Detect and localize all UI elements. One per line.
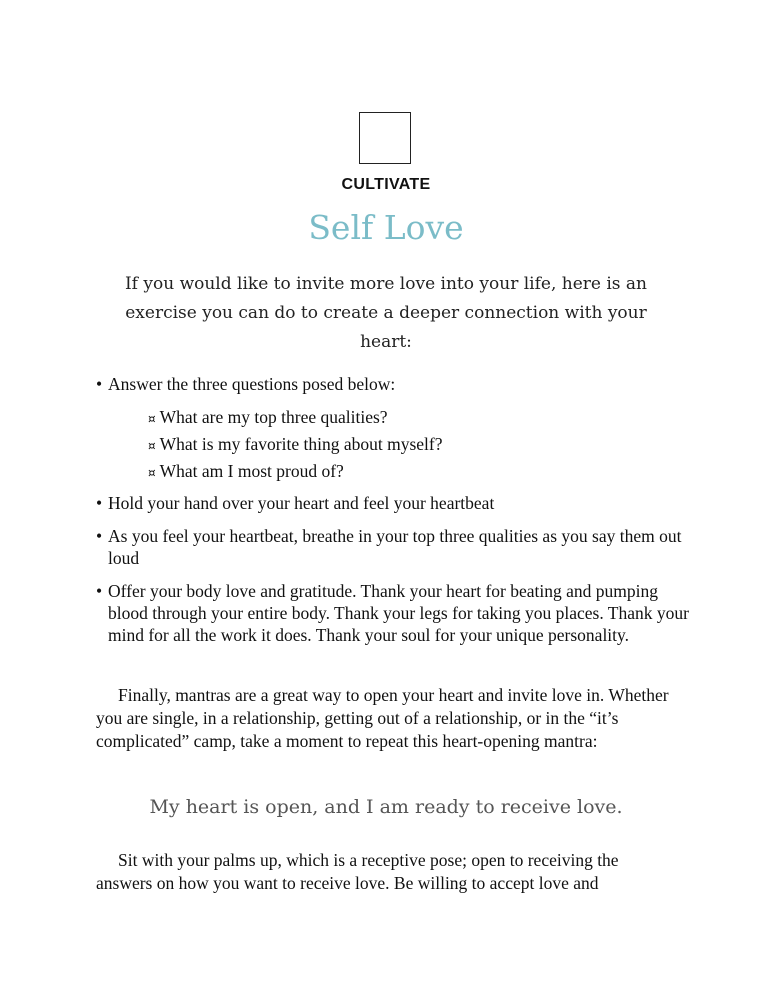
mantra-quote: My heart is open, and I am ready to receive love. xyxy=(149,796,623,818)
mantra-intro-paragraph xyxy=(96,684,676,753)
list-item-text: As you feel your heartbeat, breathe in your top three qualities as you say them out loud xyxy=(108,526,682,568)
currency-sign-icon: ¤ xyxy=(148,412,156,426)
bullet-icon: • xyxy=(96,493,103,513)
question-text: What am I most proud of? xyxy=(159,461,344,481)
question-item xyxy=(148,432,696,459)
question-text: What is my favorite thing about myself? xyxy=(159,434,443,454)
page-title: Self Love xyxy=(308,208,464,247)
question-item xyxy=(148,405,696,432)
list-item-text: Offer your body love and gratitude. Thank your heart for beating and pumping blood through your entire body. Thank your legs for taking you places. Thank your mind for all the work it does. Thank your soul for your unique personality. xyxy=(108,581,689,645)
bullet-icon: • xyxy=(96,581,103,601)
bullet-icon: • xyxy=(96,374,103,394)
question-item xyxy=(148,459,696,486)
list-item xyxy=(96,525,696,569)
question-text: What are my top three qualities? xyxy=(159,407,388,427)
currency-sign-icon: ¤ xyxy=(148,466,156,480)
currency-sign-icon: ¤ xyxy=(148,439,156,453)
list-item xyxy=(96,373,696,395)
question-list xyxy=(96,405,696,486)
bullet-icon: • xyxy=(96,526,103,546)
exercise-list xyxy=(96,373,696,646)
closing-paragraph xyxy=(96,849,676,895)
list-item xyxy=(96,492,696,514)
list-item-text: Hold your hand over your heart and feel your heartbeat xyxy=(108,493,495,513)
intro-paragraph: If you would like to invite more love into your life, here is an exercise you can do to create a deeper connection with your heart: xyxy=(124,274,648,352)
paragraph-text: Sit with your palms up, which is a receptive pose; open to receiving the answers on how you want to receive love. Be willing to accept love and xyxy=(96,850,619,893)
section-kicker: CULTIVATE xyxy=(341,176,431,193)
list-item xyxy=(96,580,696,646)
checkbox-square-icon xyxy=(359,112,411,164)
paragraph-text: Finally, mantras are a great way to open your heart and invite love in. Whether you are single, in a relationship, getting out of a relationship, or in the “it’s complicated” camp, take a moment to repeat this heart-opening mantra: xyxy=(96,685,669,751)
list-item-text: Answer the three questions posed below: xyxy=(108,374,396,394)
